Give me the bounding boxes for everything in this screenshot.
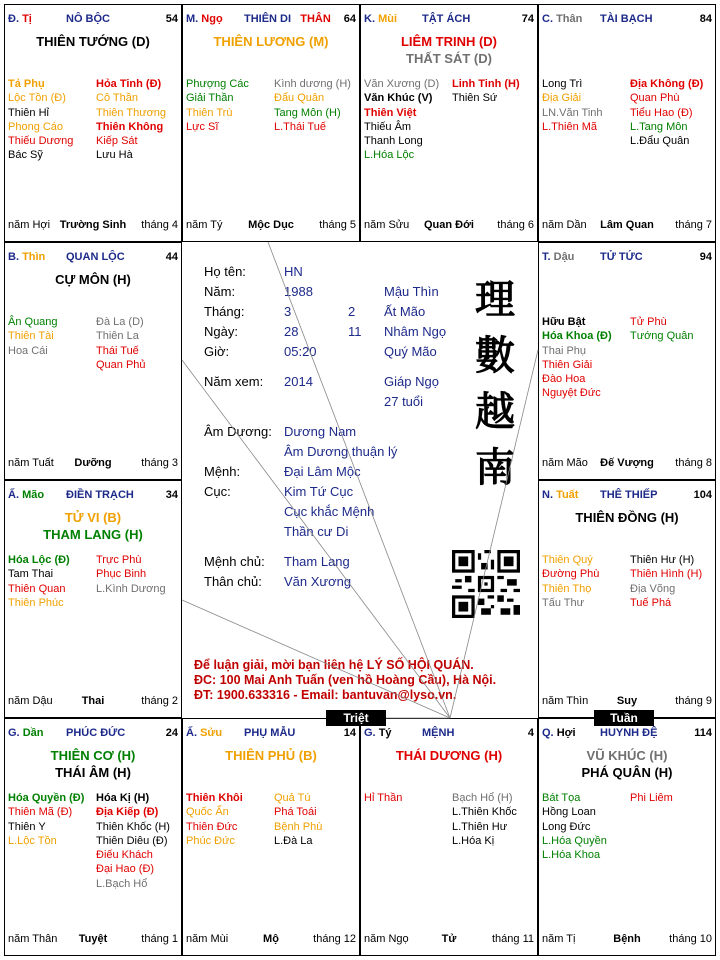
palace-month: tháng 12 bbox=[313, 933, 356, 945]
view-age: 27 tuổi bbox=[384, 394, 424, 409]
minor-star: Hữu Bật bbox=[542, 316, 586, 328]
minor-star: Phục Binh bbox=[96, 568, 147, 581]
palace-position: C. Thân bbox=[542, 13, 583, 25]
minor-star: Thiên Khôi bbox=[186, 792, 243, 804]
minor-stars-right bbox=[452, 77, 520, 106]
cuc-value: Kim Tứ Cục bbox=[284, 484, 354, 499]
palace-month: tháng 8 bbox=[675, 457, 712, 469]
menh-chu-value: Tham Lang bbox=[284, 554, 350, 569]
hour-value: 05:20 bbox=[284, 344, 317, 359]
palace-position: T. Dậu bbox=[542, 251, 575, 263]
view-year-can: Giáp Ngọ bbox=[384, 374, 439, 389]
minor-stars-left bbox=[364, 791, 402, 805]
minor-stars-right bbox=[630, 791, 673, 805]
minor-star: L.Hóa Lộc bbox=[364, 149, 415, 162]
minor-star: Thiên Đức bbox=[186, 820, 238, 833]
palace-footer bbox=[364, 933, 534, 947]
minor-star: Phong Cáo bbox=[8, 120, 64, 133]
palace-mao bbox=[4, 480, 182, 718]
minor-stars-left bbox=[542, 315, 612, 401]
minor-star: Lưu Hà bbox=[96, 149, 133, 162]
minor-star: Tử Phù bbox=[630, 316, 667, 328]
main-stars bbox=[183, 747, 359, 764]
palace-month: tháng 1 bbox=[141, 933, 178, 945]
year-can: Mậu Thìn bbox=[384, 284, 439, 299]
minor-star: Địa Kiếp (Đ) bbox=[96, 806, 159, 819]
palace-header bbox=[8, 13, 178, 27]
palace-footer bbox=[8, 933, 178, 947]
minor-star: Thiên Trù bbox=[186, 106, 233, 119]
minor-star: L.Hóa Kị bbox=[452, 834, 495, 847]
palace-footer bbox=[186, 933, 356, 947]
palace-month: tháng 10 bbox=[669, 933, 712, 945]
minor-star: Linh Tinh (H) bbox=[452, 78, 520, 90]
minor-star: Hồng Loan bbox=[542, 806, 596, 819]
palace-name: THÊ THIẾP bbox=[600, 489, 658, 501]
center-info-panel bbox=[182, 242, 538, 718]
palace-phase: Đế Vượng bbox=[600, 457, 654, 469]
minor-star: Thai Phụ bbox=[542, 344, 587, 357]
palace-tuat bbox=[538, 480, 716, 718]
minor-star: Hỏa Tinh (Đ) bbox=[96, 78, 162, 90]
minor-star: Địa Không (Đ) bbox=[630, 78, 704, 90]
minor-star: Bát Tọa bbox=[542, 792, 581, 804]
main-star: THIÊN ĐỒNG (H) bbox=[575, 510, 679, 525]
palace-month: tháng 2 bbox=[141, 695, 178, 707]
seal-char-2: 數 bbox=[475, 332, 515, 379]
palace-age: 14 bbox=[343, 727, 356, 739]
palace-phase: Mộc Dục bbox=[248, 219, 294, 231]
main-star: THẤT SÁT (D) bbox=[406, 51, 492, 66]
minor-star: Phá Toái bbox=[274, 806, 317, 819]
palace-name: PHÚC ĐỨC bbox=[66, 727, 126, 739]
minor-star: L.Đẩu Quân bbox=[630, 135, 690, 148]
palace-than bbox=[538, 4, 716, 242]
view-year-label: Năm xem: bbox=[204, 374, 264, 389]
than-chu-label: Thân chủ: bbox=[204, 574, 262, 589]
minor-star: Thiên Y bbox=[8, 820, 46, 833]
minor-stars-left bbox=[542, 77, 603, 134]
contact-line-2: ĐC: 100 Mai Anh Tuấn (ven hồ Hoàng Cầu), Hà Nội. bbox=[194, 673, 497, 687]
palace-year: năm Dậu bbox=[8, 695, 53, 707]
main-star: PHÁ QUÂN (H) bbox=[581, 765, 673, 780]
minor-star: Thiên Thọ bbox=[542, 582, 592, 595]
palace-name: QUAN LỘC bbox=[66, 251, 125, 263]
minor-star: Văn Khúc (V) bbox=[364, 92, 433, 105]
minor-star: Tuế Phá bbox=[630, 596, 672, 609]
main-stars bbox=[5, 747, 181, 781]
palace-header bbox=[542, 13, 712, 27]
minor-star: Thiếu Dương bbox=[8, 135, 74, 148]
minor-star: Văn Xương (D) bbox=[364, 78, 440, 90]
name-value: HN bbox=[284, 264, 303, 279]
minor-star: Bác Sỹ bbox=[8, 149, 43, 162]
main-star: THÁI ÂM (H) bbox=[55, 765, 131, 780]
palace-age: 114 bbox=[694, 727, 712, 739]
palace-name: THIÊN DI THÂN bbox=[244, 13, 331, 25]
minor-star: Nguyệt Đức bbox=[542, 387, 601, 400]
palace-header bbox=[186, 13, 356, 27]
palace-position: Ấ. Sửu bbox=[186, 727, 223, 739]
palace-position: M. Ngọ bbox=[186, 13, 223, 25]
main-star: THIÊN PHỦ (B) bbox=[225, 748, 317, 763]
palace-header bbox=[8, 251, 178, 265]
palace-year: năm Tý bbox=[186, 219, 223, 231]
palace-footer bbox=[8, 457, 178, 471]
tuan-badge: Tuần bbox=[594, 710, 654, 726]
minor-star: Thiên Quan bbox=[8, 582, 66, 595]
minor-star: Kình dương (H) bbox=[274, 78, 351, 90]
palace-name: TẬT ÁCH bbox=[422, 13, 471, 25]
palace-header bbox=[542, 251, 712, 265]
qr-code-icon bbox=[452, 550, 520, 618]
minor-star: Tả Phụ bbox=[8, 78, 45, 90]
minor-star: L.Bạch Hổ bbox=[96, 877, 148, 890]
cuc-label: Cục: bbox=[204, 484, 231, 499]
palace-name: TÀI BẠCH bbox=[600, 13, 653, 25]
palace-year: năm Tuất bbox=[8, 457, 54, 469]
palace-hoi bbox=[538, 718, 716, 956]
minor-star: Thiên La bbox=[96, 330, 139, 343]
minor-star: Thiên Thương bbox=[96, 106, 167, 119]
palace-header bbox=[542, 489, 712, 503]
minor-star: Kiếp Sát bbox=[96, 135, 138, 148]
palace-name: HUYNH ĐỆ bbox=[600, 727, 658, 739]
amduong-value: Dương Nam bbox=[284, 424, 357, 439]
palace-month: tháng 5 bbox=[319, 219, 356, 231]
minor-stars-right bbox=[274, 791, 322, 848]
minor-star: Thiên Quý bbox=[542, 554, 593, 566]
minor-star: L.Hóa Khoa bbox=[542, 849, 601, 862]
minor-star: Tiểu Hao (Đ) bbox=[630, 106, 693, 119]
palace-position: G. Tý bbox=[364, 727, 392, 739]
palace-header bbox=[186, 727, 356, 741]
menh-label: Mệnh: bbox=[204, 464, 241, 479]
palace-ty bbox=[360, 718, 538, 956]
minor-stars-right bbox=[630, 315, 694, 344]
palace-position: Ấ. Mão bbox=[8, 489, 45, 501]
minor-star: Địa Võng bbox=[630, 582, 676, 595]
menh-chu-label: Mệnh chủ: bbox=[204, 554, 265, 569]
minor-stars-left bbox=[542, 553, 599, 610]
palace-year: năm Mùi bbox=[186, 933, 229, 945]
cuc-note-2: Thần cư Di bbox=[284, 524, 349, 539]
palace-header bbox=[8, 727, 178, 741]
minor-star: Điếu Khách bbox=[96, 849, 153, 862]
main-star: THIÊN TƯỚNG (D) bbox=[36, 34, 150, 49]
minor-star: Lực Sĩ bbox=[186, 120, 219, 133]
seal-char-4: 南 bbox=[475, 444, 515, 491]
palace-month: tháng 9 bbox=[675, 695, 712, 707]
minor-star: Bệnh Phù bbox=[274, 820, 323, 833]
minor-star: Đà La (D) bbox=[96, 316, 144, 328]
minor-star: Giải Thần bbox=[186, 92, 234, 105]
palace-footer bbox=[8, 695, 178, 709]
main-star: VŨ KHÚC (H) bbox=[586, 748, 668, 763]
palace-month: tháng 3 bbox=[141, 457, 178, 469]
palace-age: 74 bbox=[521, 13, 534, 25]
minor-star: LN.Văn Tinh bbox=[542, 106, 603, 119]
amduong-label: Âm Dương: bbox=[204, 424, 272, 439]
palace-age: 44 bbox=[165, 251, 178, 263]
minor-star: Hoa Cái bbox=[8, 344, 48, 357]
minor-star: L.Lộc Tồn bbox=[8, 834, 57, 847]
minor-star: L.Thiên Hư bbox=[452, 820, 508, 833]
minor-stars-left bbox=[186, 791, 243, 848]
palace-footer bbox=[8, 219, 178, 233]
palace-ti bbox=[4, 4, 182, 242]
minor-stars-right bbox=[96, 791, 170, 891]
minor-star: Đào Hoa bbox=[542, 373, 586, 386]
minor-star: Hóa Quyền (Đ) bbox=[8, 792, 85, 804]
palace-year: năm Tị bbox=[542, 933, 576, 945]
palace-phase: Trường Sinh bbox=[59, 219, 127, 231]
minor-star: Bạch Hổ (H) bbox=[452, 792, 513, 804]
palace-name: MỆNH bbox=[422, 727, 455, 739]
main-star: THIÊN LƯƠNG (M) bbox=[213, 34, 329, 49]
palace-month: tháng 7 bbox=[675, 219, 712, 231]
minor-star: Tướng Quân bbox=[630, 330, 694, 343]
minor-star: Phúc Đức bbox=[186, 834, 235, 847]
palace-year: năm Sửu bbox=[364, 219, 410, 231]
minor-stars-right bbox=[96, 315, 146, 372]
day-can: Nhâm Ngọ bbox=[384, 324, 447, 339]
minor-star: Quan Phù bbox=[630, 92, 680, 105]
minor-star: Địa Giải bbox=[542, 92, 582, 105]
palace-header bbox=[364, 727, 534, 741]
cuc-note-1: Cục khắc Mệnh bbox=[284, 504, 375, 519]
main-stars bbox=[539, 747, 715, 781]
minor-star: Thiên Hình (H) bbox=[630, 568, 703, 581]
minor-star: Thiên Hỉ bbox=[8, 106, 49, 119]
day-lunar: 11 bbox=[348, 324, 362, 339]
calligraphy-seal bbox=[464, 272, 526, 496]
palace-thin bbox=[4, 242, 182, 480]
contact-line-1: Để luận giải, mời bạn liên hệ LÝ SỐ HỘI QUÁN. bbox=[194, 658, 474, 672]
minor-star: L.Thiên Mã bbox=[542, 120, 598, 133]
palace-year: năm Ngọ bbox=[364, 933, 409, 945]
palace-mui bbox=[360, 4, 538, 242]
palace-age: 64 bbox=[343, 13, 356, 25]
minor-star: Thiên Diêu (Đ) bbox=[96, 834, 168, 847]
minor-star: Thanh Long bbox=[364, 135, 423, 148]
palace-phase: Dưỡng bbox=[74, 457, 112, 469]
palace-age: 4 bbox=[527, 727, 534, 739]
minor-star: Hóa Kị (H) bbox=[96, 792, 150, 804]
minor-star: Tang Môn (H) bbox=[274, 106, 341, 119]
minor-star: Thiên Sứ bbox=[452, 92, 498, 105]
palace-age: 84 bbox=[699, 13, 712, 25]
minor-star: Ân Quang bbox=[8, 316, 58, 328]
minor-stars-left bbox=[542, 791, 607, 862]
palace-position: Q. Hợi bbox=[542, 727, 576, 739]
minor-star: L.Hóa Quyền bbox=[542, 834, 607, 847]
minor-star: Thiên Hư (H) bbox=[630, 554, 695, 566]
contact-line-3: ĐT: 1900.633316 - Email: bantuvan@lyso.vn. bbox=[194, 688, 457, 702]
palace-phase: Quan Đới bbox=[424, 219, 474, 231]
minor-star: Thiên Việt bbox=[364, 106, 417, 119]
palace-year: năm Thân bbox=[8, 933, 58, 945]
minor-stars-right bbox=[274, 77, 351, 134]
minor-star: Thiên Tài bbox=[8, 330, 54, 343]
palace-dau bbox=[538, 242, 716, 480]
minor-star: Thiếu Âm bbox=[364, 120, 412, 133]
minor-star: Hóa Khoa (Đ) bbox=[542, 330, 612, 343]
palace-phase: Tuyệt bbox=[78, 933, 108, 945]
main-stars bbox=[539, 509, 715, 526]
palace-age: 104 bbox=[693, 489, 712, 501]
hour-label: Giờ: bbox=[204, 344, 230, 359]
palace-name: NÔ BỘC bbox=[66, 13, 110, 25]
palace-phase: Bệnh bbox=[613, 933, 641, 945]
palace-phase: Suy bbox=[616, 695, 638, 707]
seal-char-1: 理 bbox=[475, 276, 515, 323]
menh-value: Đại Lâm Mộc bbox=[284, 464, 361, 479]
palace-dan bbox=[4, 718, 182, 956]
minor-star: Hỉ Thần bbox=[364, 792, 403, 804]
minor-star: Tam Thai bbox=[8, 568, 54, 581]
palace-month: tháng 4 bbox=[141, 219, 178, 231]
view-year-value: 2014 bbox=[284, 374, 313, 389]
palace-footer bbox=[364, 219, 534, 233]
minor-star: Trực Phù bbox=[96, 554, 142, 566]
month-label: Tháng: bbox=[204, 304, 245, 319]
minor-stars-left bbox=[8, 791, 84, 848]
palace-month: tháng 6 bbox=[497, 219, 534, 231]
main-stars bbox=[5, 33, 181, 50]
minor-star: L.Thái Tuế bbox=[274, 120, 326, 133]
minor-star: Tấu Thư bbox=[542, 596, 585, 609]
minor-star: Long Đức bbox=[542, 820, 591, 833]
main-star: CỰ MÔN (H) bbox=[55, 272, 131, 287]
minor-star: Thiên Mã (Đ) bbox=[8, 806, 73, 819]
minor-stars-left bbox=[8, 315, 58, 358]
minor-star: L.Thiên Khốc bbox=[452, 806, 517, 819]
palace-age: 94 bbox=[699, 251, 712, 263]
palace-year: năm Hợi bbox=[8, 219, 51, 231]
minor-stars-right bbox=[96, 553, 166, 596]
minor-stars-left bbox=[364, 77, 439, 163]
minor-star: Đại Hao (Đ) bbox=[96, 863, 155, 876]
palace-phase: Mộ bbox=[263, 933, 279, 945]
palace-name: PHỤ MẪU bbox=[244, 727, 296, 739]
main-star: TỬ VI (B) bbox=[64, 510, 122, 525]
palace-footer bbox=[542, 219, 712, 233]
palace-header bbox=[8, 489, 178, 503]
minor-star: Thái Tuế bbox=[96, 344, 139, 357]
minor-star: Đẩu Quân bbox=[274, 92, 325, 105]
month-can: Ất Mão bbox=[384, 304, 426, 319]
name-label: Họ tên: bbox=[204, 264, 246, 279]
minor-star: Quốc Ấn bbox=[186, 806, 229, 819]
palace-position: G. Dần bbox=[8, 727, 44, 739]
palace-year: năm Dần bbox=[542, 219, 587, 231]
palace-phase: Thai bbox=[81, 695, 105, 707]
minor-star: Phượng Các bbox=[186, 78, 249, 90]
minor-star: Quả Tú bbox=[274, 792, 311, 804]
main-star: THAM LANG (H) bbox=[43, 527, 143, 542]
minor-star: Cô Thần bbox=[96, 92, 138, 105]
month-value: 3 bbox=[284, 304, 292, 319]
minor-stars-right bbox=[96, 77, 166, 163]
minor-star: Thiên Giải bbox=[542, 358, 593, 371]
main-stars bbox=[361, 747, 537, 764]
minor-star: Thiên Không bbox=[96, 120, 164, 133]
minor-star: L.Đà La bbox=[274, 834, 313, 847]
palace-name: TỬ TỨC bbox=[600, 251, 643, 263]
main-stars bbox=[5, 271, 181, 288]
palace-position: K. Mùi bbox=[364, 13, 398, 25]
year-label: Năm: bbox=[204, 284, 236, 299]
palace-footer bbox=[542, 457, 712, 471]
contact-info bbox=[194, 658, 496, 703]
minor-stars-left bbox=[8, 553, 70, 610]
minor-star: Hóa Lộc (Đ) bbox=[8, 554, 70, 566]
palace-position: N. Tuất bbox=[542, 489, 579, 501]
hour-can: Quý Mão bbox=[384, 344, 437, 359]
palace-header bbox=[364, 13, 534, 27]
palace-age: 54 bbox=[165, 13, 178, 25]
palace-age: 24 bbox=[165, 727, 178, 739]
minor-star: Thiên Khốc (H) bbox=[96, 820, 170, 833]
palace-footer bbox=[542, 695, 712, 709]
palace-year: năm Thìn bbox=[542, 695, 589, 707]
minor-star: Quan Phủ bbox=[96, 358, 146, 371]
minor-star: Long Trì bbox=[542, 78, 583, 90]
palace-age: 34 bbox=[165, 489, 178, 501]
palace-year: năm Mão bbox=[542, 457, 588, 469]
palace-footer bbox=[186, 219, 356, 233]
minor-star: Đường Phù bbox=[542, 568, 600, 581]
minor-star: Phi Liêm bbox=[630, 792, 673, 804]
palace-footer bbox=[542, 933, 712, 947]
amduong-note: Âm Dương thuận lý bbox=[284, 444, 398, 459]
palace-month: tháng 11 bbox=[491, 933, 534, 945]
main-star: THIÊN CƠ (H) bbox=[50, 748, 136, 763]
year-value: 1988 bbox=[284, 284, 313, 299]
minor-stars-right bbox=[630, 77, 703, 148]
seal-char-3: 越 bbox=[475, 388, 515, 435]
minor-stars-right bbox=[452, 791, 517, 848]
palace-position: B. Thìn bbox=[8, 251, 46, 263]
palace-phase: Lâm Quan bbox=[600, 219, 654, 231]
month-lunar: 2 bbox=[348, 304, 356, 319]
main-star: LIÊM TRINH (D) bbox=[400, 34, 498, 49]
minor-star: Thiên Phúc bbox=[8, 596, 64, 609]
triet-badge: Triệt bbox=[326, 710, 386, 726]
main-stars bbox=[5, 509, 181, 543]
palace-ngo bbox=[182, 4, 360, 242]
minor-stars-left bbox=[8, 77, 73, 163]
palace-position: Đ. Tị bbox=[8, 13, 32, 25]
minor-stars-right bbox=[630, 553, 702, 610]
main-star: THÁI DƯƠNG (H) bbox=[395, 748, 503, 763]
minor-star: L.Tang Môn bbox=[630, 120, 688, 133]
palace-name: ĐIỀN TRẠCH bbox=[66, 489, 134, 501]
minor-star: Lộc Tồn (Đ) bbox=[8, 92, 66, 105]
palace-suu bbox=[182, 718, 360, 956]
minor-stars-left bbox=[186, 77, 249, 134]
main-stars bbox=[183, 33, 359, 50]
minor-star: L.Kình Dương bbox=[96, 582, 166, 595]
palace-phase: Tử bbox=[441, 933, 457, 945]
day-label: Ngày: bbox=[204, 324, 238, 339]
main-stars bbox=[361, 33, 537, 67]
day-value: 28 bbox=[284, 324, 299, 339]
than-chu-value: Văn Xương bbox=[284, 574, 352, 589]
palace-header bbox=[542, 727, 712, 741]
